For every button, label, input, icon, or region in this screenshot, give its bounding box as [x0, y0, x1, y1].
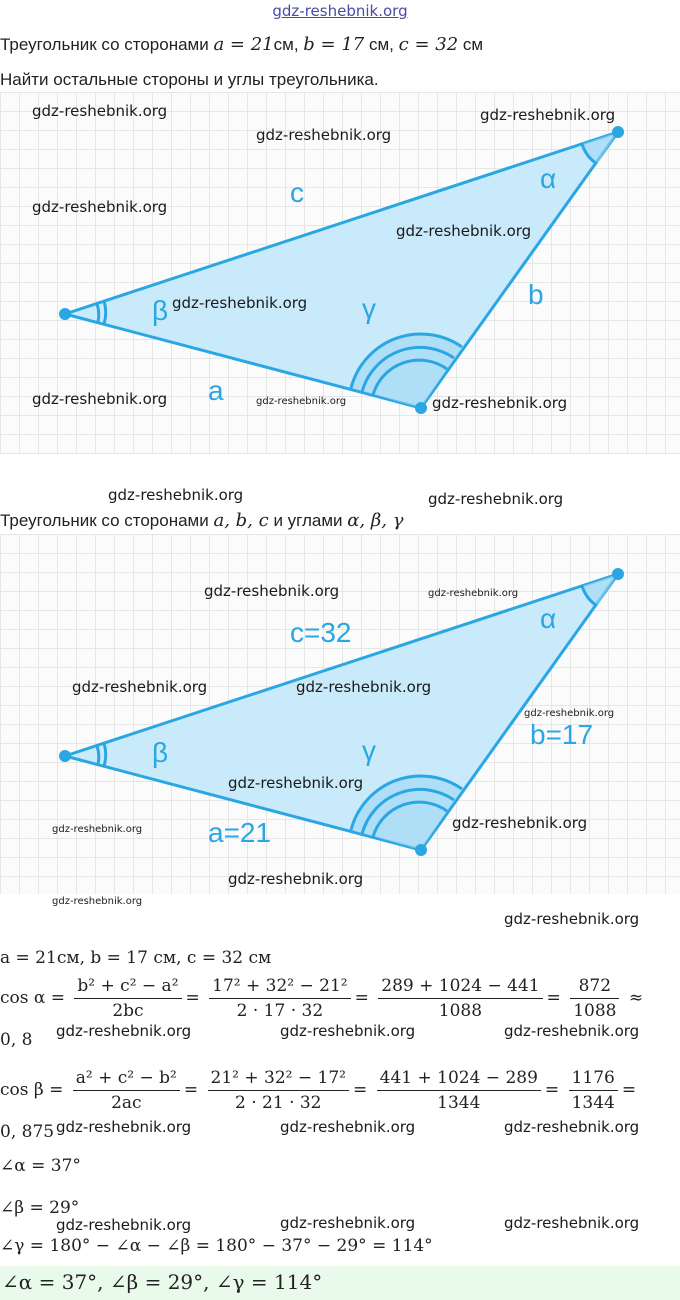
- watermark: gdz-reshebnik.org: [32, 390, 168, 408]
- cos-beta-result: 0, 875: [0, 1122, 55, 1142]
- fig2-label-gamma: γ: [362, 735, 376, 766]
- cos-beta-line: cos β = $\frac{\text{a² + c² − b²}}{2ac}$ = $\frac{\text{21² + 32² − 17²}}{2 \cdot 21 \cdot 32}$ = $\frac{441 + 1024 - 289}{1344}$ = $\frac{1176}{1344}$ =: [0, 1068, 637, 1113]
- watermark: gdz-reshebnik.org: [504, 1214, 640, 1232]
- task-unit-b: см,: [368, 35, 394, 54]
- watermark: gdz-reshebnik.org: [56, 1022, 192, 1040]
- fig1-label-gamma: γ: [362, 293, 376, 324]
- watermark: gdz-reshebnik.org: [428, 588, 519, 599]
- caption2-prefix: Треугольник со сторонами: [0, 511, 209, 530]
- watermark: gdz-reshebnik.org: [504, 1118, 640, 1136]
- cos-beta-frac1: $\frac{\text{a² + c² − b²}}{2ac}$: [73, 1066, 180, 1115]
- watermark: gdz-reshebnik.org: [56, 1118, 192, 1136]
- cos-beta-frac4: $\frac{1176}{1344}$: [569, 1066, 618, 1115]
- watermark: gdz-reshebnik.org: [108, 486, 244, 504]
- fig2-label-c: c=32: [290, 617, 352, 648]
- watermark: gdz-reshebnik.org: [296, 678, 432, 696]
- watermark: gdz-reshebnik.org: [280, 1022, 416, 1040]
- task-side-b: b = 17: [303, 34, 365, 55]
- cos-alpha-frac2: $\frac{\text{17² + 32² − 21²}}{2 \cdot 17 \cdot 32}$: [209, 974, 350, 1023]
- fig1-label-a: a: [208, 375, 224, 406]
- watermark: gdz-reshebnik.org: [56, 1216, 192, 1234]
- watermark: gdz-reshebnik.org: [452, 814, 588, 832]
- cos-beta-frac2: $\frac{\text{21² + 32² − 17²}}{2 \cdot 21 \cdot 32}$: [208, 1066, 349, 1115]
- watermark: gdz-reshebnik.org: [256, 396, 347, 407]
- watermark: gdz-reshebnik.org: [52, 824, 143, 835]
- fig1-label-alpha: α: [540, 163, 557, 194]
- watermark: gdz-reshebnik.org: [52, 896, 143, 907]
- watermark: gdz-reshebnik.org: [504, 910, 640, 928]
- cos-alpha-line: cos α = $\frac{\text{b² + c² − a²}}{2bc}$ = $\frac{\text{17² + 32² − 21²}}{2 \cdot 17 \cdot 32}$ = $\frac{289 + 1024 - 441}{1088}$ = $\frac{872}{1088}$ ≈: [0, 976, 644, 1021]
- cos-alpha-lhs: cos α =: [0, 988, 66, 1008]
- cos-alpha-result: 0, 8: [0, 1030, 33, 1050]
- caption2-angles: α, β, γ: [347, 510, 404, 531]
- answer-box: [0, 1266, 680, 1300]
- caption2-sides: a, b, c: [213, 510, 269, 531]
- task-unit-a: см,: [273, 35, 299, 54]
- cos-alpha-frac4: $\frac{872}{1088}$: [570, 974, 619, 1023]
- watermark: gdz-reshebnik.org: [480, 106, 616, 124]
- watermark: gdz-reshebnik.org: [280, 1214, 416, 1232]
- task-unit-c: см: [462, 35, 484, 54]
- cos-beta-lhs: cos β =: [0, 1080, 64, 1100]
- watermark: gdz-reshebnik.org: [396, 222, 532, 240]
- watermark: gdz-reshebnik.org: [172, 294, 308, 312]
- cos-beta-frac3: $\frac{441 + 1024 - 289}{1344}$: [377, 1066, 541, 1115]
- watermark: gdz-reshebnik.org: [428, 490, 564, 508]
- watermark: gdz-reshebnik.org: [228, 870, 364, 888]
- caption2: [0, 510, 404, 531]
- task-question: Найти остальные стороны и углы треугольника.: [0, 70, 379, 89]
- solution-given: a = 21см, b = 17 см, c = 32 см: [0, 948, 272, 968]
- task-side-c: c = 32: [398, 34, 459, 55]
- watermark: gdz-reshebnik.org: [32, 198, 168, 216]
- caption2-mid: и углами: [273, 511, 343, 530]
- watermark: gdz-reshebnik.org: [72, 678, 208, 696]
- fig2-label-b: b=17: [530, 719, 594, 750]
- cos-alpha-approx: ≈: [628, 988, 644, 1008]
- angle-alpha: ∠α = 37°: [0, 1156, 81, 1176]
- watermark: gdz-reshebnik.org: [432, 394, 568, 412]
- site-link[interactable]: gdz-reshebnik.org: [272, 2, 408, 20]
- task-prefix: Треугольник со сторонами: [0, 35, 209, 54]
- angle-gamma: ∠γ = 180° − ∠α − ∠β = 180° − 37° − 29° = 114°: [0, 1236, 433, 1256]
- watermark: gdz-reshebnik.org: [32, 102, 168, 120]
- watermark: gdz-reshebnik.org: [280, 1118, 416, 1136]
- watermark: gdz-reshebnik.org: [204, 582, 340, 600]
- watermark: gdz-reshebnik.org: [256, 126, 392, 144]
- fig2-label-a: a=21: [208, 817, 272, 848]
- watermark: gdz-reshebnik.org: [524, 708, 615, 719]
- answer-text: ∠α = 37°, ∠β = 29°, ∠γ = 114°: [2, 1270, 323, 1294]
- fig2-label-beta: β: [152, 737, 169, 768]
- cos-alpha-frac1: $\frac{\text{b² + c² − a²}}{2bc}$: [74, 974, 181, 1023]
- fig2-label-alpha: α: [540, 603, 557, 634]
- fig1-label-beta: β: [152, 295, 169, 326]
- task-statement: [0, 34, 483, 55]
- watermark: gdz-reshebnik.org: [504, 1022, 640, 1040]
- angle-beta: ∠β = 29°: [0, 1198, 80, 1218]
- watermark: gdz-reshebnik.org: [228, 774, 364, 792]
- fig1-label-b: b: [528, 279, 544, 310]
- cos-alpha-frac3: $\frac{289 + 1024 - 441}{1088}$: [378, 974, 542, 1023]
- task-side-a: a = 21: [213, 34, 274, 55]
- fig1-label-c: c: [290, 177, 304, 208]
